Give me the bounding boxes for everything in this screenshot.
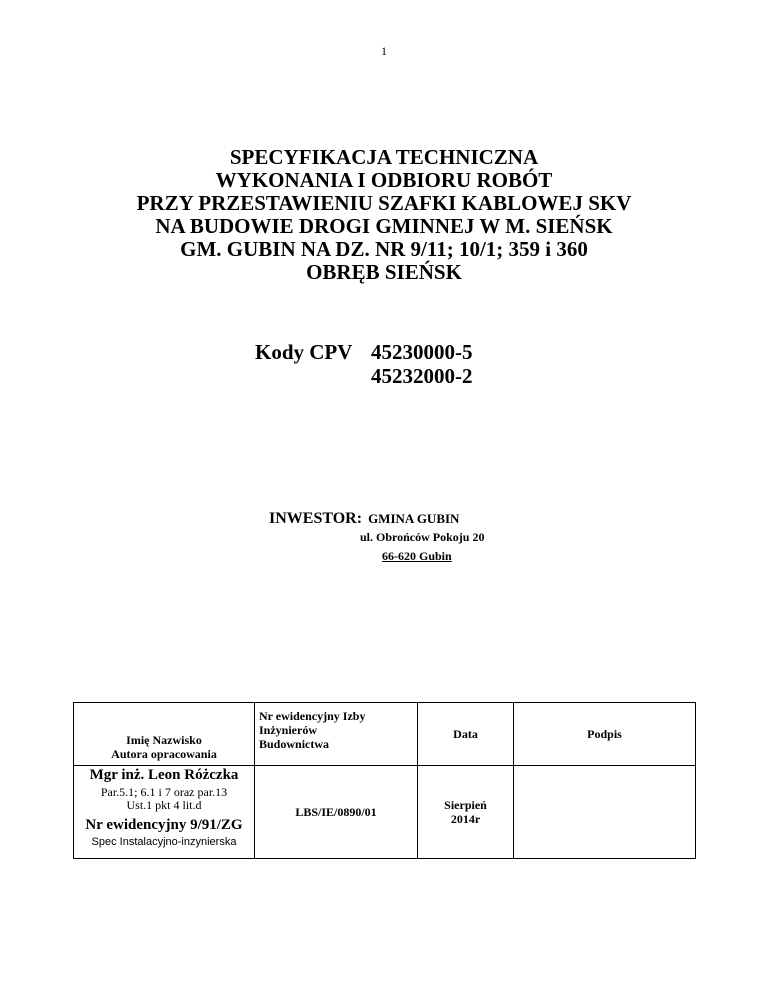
signature-table: [73, 702, 696, 859]
signature-header-cell: Podpis: [514, 703, 696, 766]
date-cell: [418, 766, 514, 859]
investor-block: [269, 510, 485, 563]
author-header-cell: [74, 703, 255, 766]
table-header-row: [74, 703, 696, 766]
page-number: 1: [381, 44, 387, 58]
registry-header-cell: [255, 703, 418, 766]
signature-cell: [514, 766, 696, 859]
document-title: [0, 146, 768, 284]
title-line: WYKONANIA I ODBIORU ROBÓT: [215, 168, 553, 192]
investor-street: ul. Obrońców Pokoju 20: [360, 530, 485, 544]
table-row: [74, 766, 696, 859]
author-specialty: Spec Instalacyjno-inzynierska: [91, 836, 237, 848]
author-registry: Nr ewidencyjny 9/91/ZG: [85, 817, 243, 833]
title-line: GM. GUBIN NA DZ. NR 9/11; 10/1; 359 i 360: [180, 237, 588, 261]
title-line: PRZY PRZESTAWIENIU SZAFKI KABLOWEJ SKV: [136, 191, 632, 215]
author-legal-basis: [74, 784, 254, 812]
registry-header-line: Budownictwa: [259, 737, 330, 751]
author-legal-line: Ust.1 pkt 4 lit.d: [126, 798, 202, 812]
cpv-code: 45230000-5: [371, 340, 473, 364]
date-month: Sierpień: [444, 798, 487, 812]
investor-name: GMINA GUBIN: [368, 511, 460, 526]
registry-number-cell: LBS/IE/0890/01: [255, 766, 418, 859]
investor-label: INWESTOR:: [269, 510, 363, 527]
registry-header-line: Inżynierów: [259, 723, 317, 737]
title-line: NA BUDOWIE DROGI GMINNEJ W M. SIEŃSK: [155, 214, 613, 238]
cpv-code: 45232000-2: [371, 364, 473, 388]
cpv-label: Kody CPV: [255, 340, 353, 364]
registry-header-line: Nr ewidencyjny Izby: [259, 709, 366, 723]
author-legal-line: Par.5.1; 6.1 i 7 oraz par.13: [100, 785, 228, 799]
author-header-line: Imię Nazwisko: [126, 733, 202, 747]
title-line: SPECYFIKACJA TECHNICZNA: [229, 145, 539, 169]
investor-city: 66-620 Gubin: [382, 549, 452, 563]
title-line: OBRĘB SIEŃSK: [306, 260, 462, 284]
author-name: Mgr inż. Leon Różczka: [89, 767, 239, 783]
date-year: 2014r: [450, 812, 481, 826]
date-header-cell: Data: [418, 703, 514, 766]
cpv-codes: [255, 340, 473, 388]
author-header-line: Autora opracowania: [111, 747, 217, 761]
author-cell: [74, 766, 255, 859]
